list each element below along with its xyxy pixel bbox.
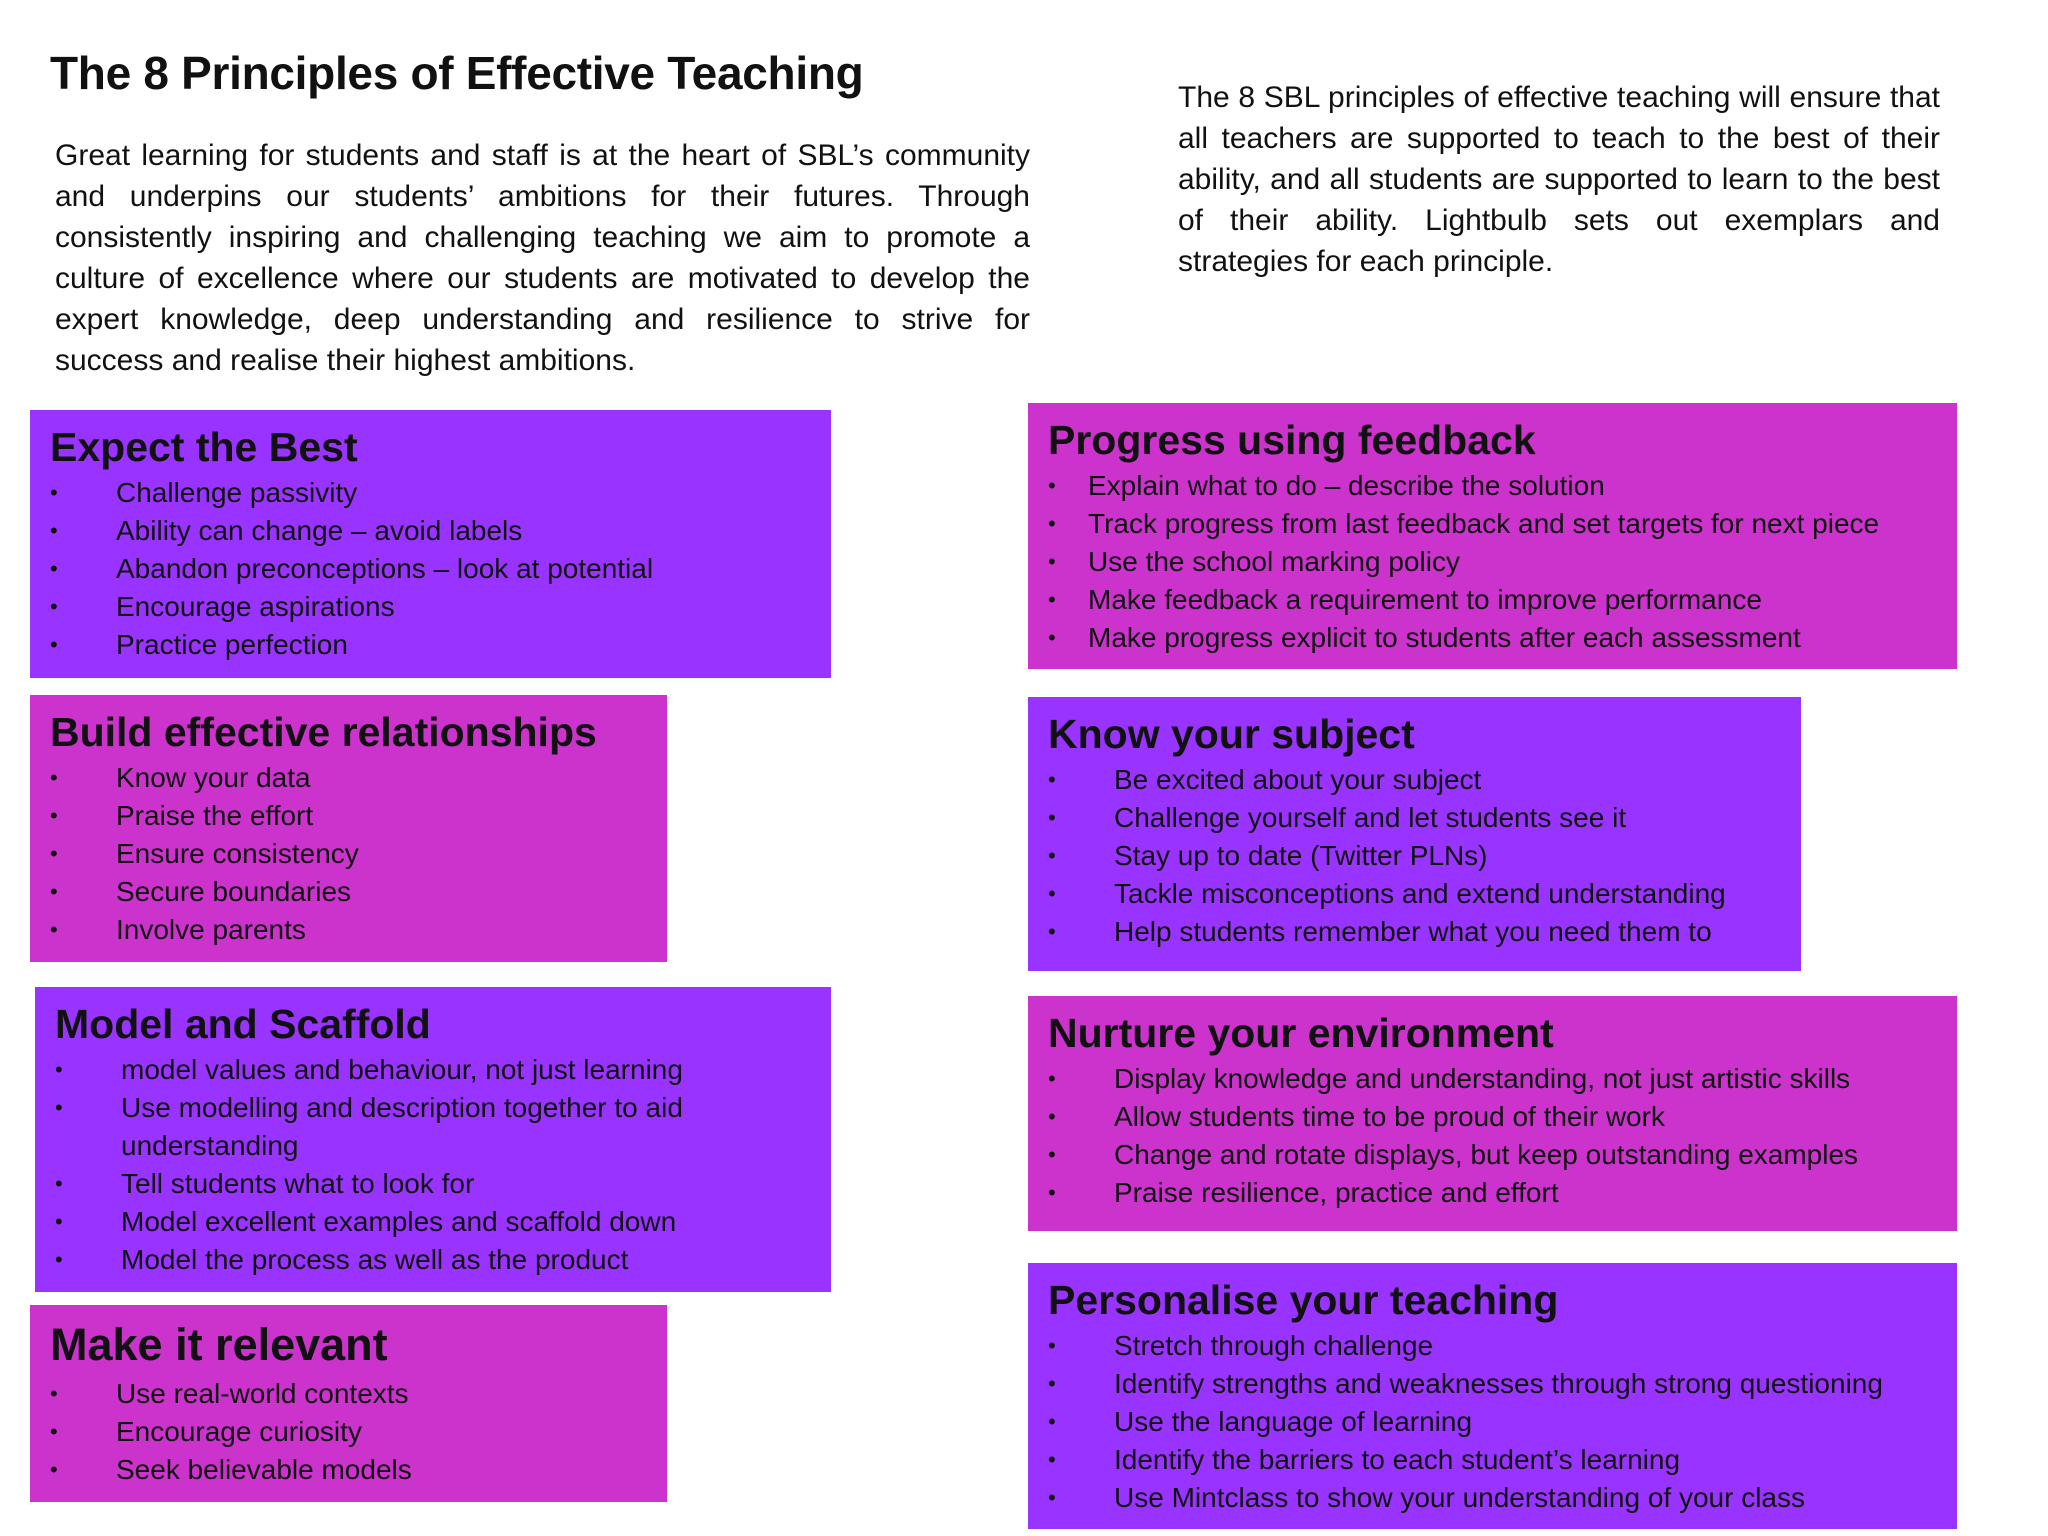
list-item bbox=[50, 1413, 649, 1451]
bullet-icon: • bbox=[55, 1057, 63, 1082]
list-item bbox=[50, 873, 649, 911]
list-item bbox=[50, 588, 813, 626]
bullet-icon: • bbox=[1048, 881, 1056, 906]
list-item bbox=[50, 797, 649, 835]
principle-title: Make it relevant bbox=[50, 1319, 388, 1370]
list-item-text: Help students remember what you need them to bbox=[1114, 916, 1712, 947]
list-item-text: Secure boundaries bbox=[116, 876, 352, 907]
bullet-icon: • bbox=[1048, 1371, 1056, 1396]
bullet-icon: • bbox=[50, 765, 58, 790]
list-item bbox=[1048, 1327, 1939, 1365]
list-item bbox=[50, 911, 649, 949]
list-item bbox=[1048, 875, 1783, 913]
bullet-icon: • bbox=[1048, 625, 1056, 650]
list-item bbox=[1048, 543, 1939, 581]
list-item-text: Use Mintclass to show your understanding of your class bbox=[1114, 1482, 1805, 1513]
principle-title: Know your subject bbox=[1048, 711, 1415, 757]
list-item bbox=[1048, 1098, 1939, 1136]
intro-paragraph-right: The 8 SBL principles of effective teaching will ensure that all teachers are supported to teach to the best of their ability, and all students are supported to learn to the best of their ability. Lightbulb sets out exemplars and strategies for each principle. bbox=[1178, 81, 1940, 278]
bullet-icon: • bbox=[1048, 767, 1056, 792]
bullet-icon: • bbox=[1048, 1409, 1056, 1434]
list-item-text: Stay up to date (Twitter PLNs) bbox=[1114, 840, 1488, 871]
list-item-text: Seek believable models bbox=[116, 1454, 412, 1485]
list-item-text: Track progress from last feedback and set targets for next piece bbox=[1088, 508, 1880, 539]
list-item bbox=[1048, 1136, 1939, 1174]
list-item-text: Be excited about your subject bbox=[1114, 764, 1482, 795]
list-item-text: Use the language of learning bbox=[1114, 1406, 1473, 1437]
bullet-icon: • bbox=[1048, 1485, 1056, 1510]
principle-box-progress-using-feedback bbox=[1028, 403, 1957, 669]
bullet-icon: • bbox=[50, 1381, 58, 1406]
list-item-text: Encourage aspirations bbox=[116, 591, 395, 622]
bullet-icon: • bbox=[50, 518, 58, 543]
list-item bbox=[50, 550, 813, 588]
list-item bbox=[1048, 1479, 1939, 1517]
principle-box-personalise-your-teaching bbox=[1028, 1263, 1957, 1529]
list-item bbox=[55, 1165, 813, 1203]
list-item-text: Praise resilience, practice and effort bbox=[1114, 1177, 1559, 1208]
list-item bbox=[1048, 1060, 1939, 1098]
list-item bbox=[1048, 619, 1939, 657]
list-item-text: Challenge yourself and let students see it bbox=[1114, 802, 1627, 833]
list-item bbox=[1048, 467, 1939, 505]
list-item bbox=[1048, 837, 1783, 875]
bullet-icon: • bbox=[55, 1171, 63, 1196]
list-item-text: Change and rotate displays, but keep outstanding examples bbox=[1114, 1139, 1859, 1170]
list-item bbox=[1048, 1403, 1939, 1441]
list-item-text: Use modelling and description together to aid understanding bbox=[121, 1092, 683, 1161]
bullet-icon: • bbox=[1048, 473, 1056, 498]
principle-list bbox=[1048, 1327, 1939, 1517]
list-item-text: Display knowledge and understanding, not just artistic skills bbox=[1114, 1063, 1851, 1094]
list-item-text: Encourage curiosity bbox=[116, 1416, 362, 1447]
principle-box-know-your-subject bbox=[1028, 697, 1801, 971]
list-item bbox=[55, 1241, 813, 1279]
bullet-icon: • bbox=[1048, 511, 1056, 536]
list-item-text: Allow students time to be proud of their work bbox=[1114, 1101, 1665, 1132]
principle-title: Expect the Best bbox=[50, 424, 358, 470]
bullet-icon: • bbox=[50, 803, 58, 828]
list-item bbox=[50, 835, 649, 873]
principle-title: Model and Scaffold bbox=[55, 1001, 431, 1047]
bullet-icon: • bbox=[1048, 1066, 1056, 1091]
bullet-icon: • bbox=[55, 1247, 63, 1272]
bullet-icon: • bbox=[1048, 1333, 1056, 1358]
list-item-text: Make feedback a requirement to improve performance bbox=[1088, 584, 1762, 615]
bullet-icon: • bbox=[1048, 919, 1056, 944]
principle-list bbox=[50, 474, 813, 664]
list-item bbox=[50, 1375, 649, 1413]
principle-title: Progress using feedback bbox=[1048, 417, 1536, 463]
list-item bbox=[1048, 1365, 1939, 1403]
list-item-text: Ensure consistency bbox=[116, 838, 359, 869]
list-item-text: Identify strengths and weaknesses through strong questioning bbox=[1114, 1368, 1883, 1399]
list-item-text: Use real-world contexts bbox=[116, 1378, 409, 1409]
principle-box-expect-the-best bbox=[30, 410, 831, 678]
list-item-text: Tell students what to look for bbox=[121, 1168, 475, 1199]
principle-title: Nurture your environment bbox=[1048, 1010, 1554, 1056]
bullet-icon: • bbox=[50, 879, 58, 904]
list-item bbox=[1048, 913, 1783, 951]
list-item bbox=[55, 1203, 813, 1241]
list-item bbox=[1048, 1441, 1939, 1479]
list-item bbox=[55, 1089, 813, 1165]
bullet-icon: • bbox=[1048, 805, 1056, 830]
bullet-icon: • bbox=[50, 480, 58, 505]
list-item bbox=[1048, 799, 1783, 837]
list-item-text: Model the process as well as the product bbox=[121, 1244, 629, 1275]
list-item bbox=[50, 759, 649, 797]
principle-box-build-effective-relationships bbox=[30, 695, 667, 962]
bullet-icon: • bbox=[55, 1209, 63, 1234]
principle-title: Build effective relationships bbox=[50, 709, 597, 755]
intro-paragraph-left: Great learning for students and staff is at the heart of SBL’s community and underpins our students’ ambitions for their futures. Through consistently inspiring and challenging teaching we aim to promote a culture of excellence where our students are motivated to develop the expert knowledge, deep understanding and resilience to strive for success and realise their highest ambitions. bbox=[55, 139, 1030, 377]
bullet-icon: • bbox=[1048, 1104, 1056, 1129]
bullet-icon: • bbox=[50, 1419, 58, 1444]
principle-box-model-and-scaffold bbox=[35, 987, 831, 1292]
list-item bbox=[50, 626, 813, 664]
principle-title: Personalise your teaching bbox=[1048, 1277, 1559, 1323]
bullet-icon: • bbox=[50, 1457, 58, 1482]
bullet-icon: • bbox=[1048, 1447, 1056, 1472]
page-title: The 8 Principles of Effective Teaching bbox=[50, 47, 864, 99]
list-item-text: Use the school marking policy bbox=[1088, 546, 1460, 577]
list-item bbox=[55, 1051, 813, 1089]
list-item-text: Praise the effort bbox=[116, 800, 314, 831]
bullet-icon: • bbox=[50, 632, 58, 657]
bullet-icon: • bbox=[50, 594, 58, 619]
bullet-icon: • bbox=[50, 841, 58, 866]
list-item bbox=[50, 512, 813, 550]
list-item bbox=[50, 1451, 649, 1489]
list-item bbox=[1048, 581, 1939, 619]
list-item-text: Explain what to do – describe the solution bbox=[1088, 470, 1605, 501]
bullet-icon: • bbox=[1048, 549, 1056, 574]
list-item-text: Stretch through challenge bbox=[1114, 1330, 1434, 1361]
principle-list bbox=[1048, 467, 1939, 657]
principle-list bbox=[50, 1375, 649, 1489]
list-item-text: Make progress explicit to students after each assessment bbox=[1088, 622, 1801, 653]
list-item bbox=[1048, 1174, 1939, 1212]
bullet-icon: • bbox=[1048, 1142, 1056, 1167]
list-item-text: Identify the barriers to each student’s learning bbox=[1114, 1444, 1681, 1475]
principle-box-nurture-your-environment bbox=[1028, 996, 1957, 1231]
principle-list bbox=[55, 1051, 813, 1279]
list-item bbox=[1048, 761, 1783, 799]
list-item-text: Abandon preconceptions – look at potential bbox=[116, 553, 654, 584]
bullet-icon: • bbox=[1048, 587, 1056, 612]
principle-list bbox=[1048, 1060, 1939, 1212]
principle-box-make-it-relevant bbox=[30, 1305, 667, 1502]
list-item bbox=[1048, 505, 1939, 543]
list-item-text: Know your data bbox=[116, 762, 311, 793]
principle-list bbox=[1048, 761, 1783, 951]
bullet-icon: • bbox=[55, 1095, 63, 1120]
bullet-icon: • bbox=[50, 556, 58, 581]
bullet-icon: • bbox=[1048, 1180, 1056, 1205]
list-item-text: Ability can change – avoid labels bbox=[116, 515, 523, 546]
list-item bbox=[50, 474, 813, 512]
list-item-text: Involve parents bbox=[116, 914, 306, 945]
bullet-icon: • bbox=[50, 917, 58, 942]
list-item-text: Tackle misconceptions and extend understanding bbox=[1114, 878, 1726, 909]
list-item-text: Model excellent examples and scaffold down bbox=[121, 1206, 677, 1237]
list-item-text: Challenge passivity bbox=[116, 477, 358, 508]
principle-list bbox=[50, 759, 649, 949]
list-item-text: model values and behaviour, not just learning bbox=[121, 1054, 683, 1085]
list-item-text: Practice perfection bbox=[116, 629, 348, 660]
bullet-icon: • bbox=[1048, 843, 1056, 868]
